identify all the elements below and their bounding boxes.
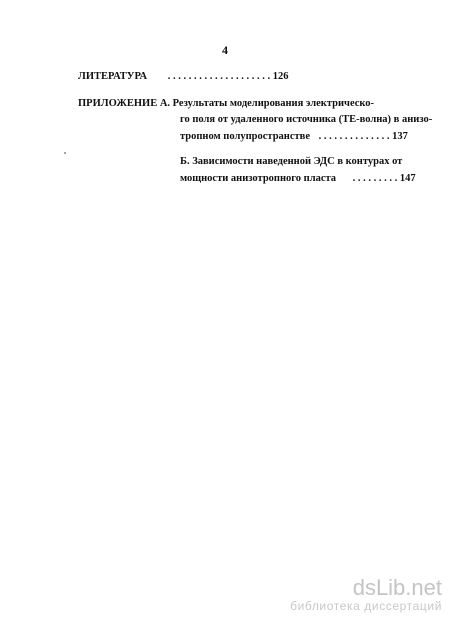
toc-entry-appendix-a-line1: ПРИЛОЖЕНИЕ А. Результаты моделирования электрическо- — [78, 98, 375, 109]
watermark-subtitle: библиотека диссертаций — [290, 599, 442, 613]
toc-leader-dots: . . . . . . . . . . . . . . . . . . . . — [167, 71, 271, 82]
scan-speck — [64, 152, 66, 154]
toc-title-appendix-a-end: тропном полупространстве — [180, 131, 310, 142]
page-number: 4 — [222, 43, 228, 57]
toc-entry-appendix-b-line2 — [180, 172, 416, 185]
toc-entry-appendix-a-line2: го поля от удаленного источника (ТЕ-волна) в анизо- — [180, 114, 433, 125]
toc-leader-dots: . . . . . . . . . — [352, 173, 398, 184]
watermark — [250, 577, 450, 613]
watermark-brand: dsLib.net — [352, 575, 442, 600]
toc-entry-appendix-a-line3 — [180, 130, 408, 143]
toc-page-appendix-a: 137 — [392, 131, 408, 142]
toc-page-literature: 126 — [272, 71, 289, 82]
toc-title-appendix-b-end: мощности анизотропного пласта — [180, 173, 337, 184]
toc-entry-literature — [78, 70, 288, 83]
toc-entry-appendix-b-line1: Б. Зависимости наведенной ЭДС в контурах от — [180, 156, 403, 167]
toc-leader-dots: . . . . . . . . . . . . . . — [318, 131, 390, 142]
toc-title-literature: ЛИТЕРАТУРА — [78, 71, 148, 82]
toc-page-appendix-b: 147 — [399, 173, 416, 184]
